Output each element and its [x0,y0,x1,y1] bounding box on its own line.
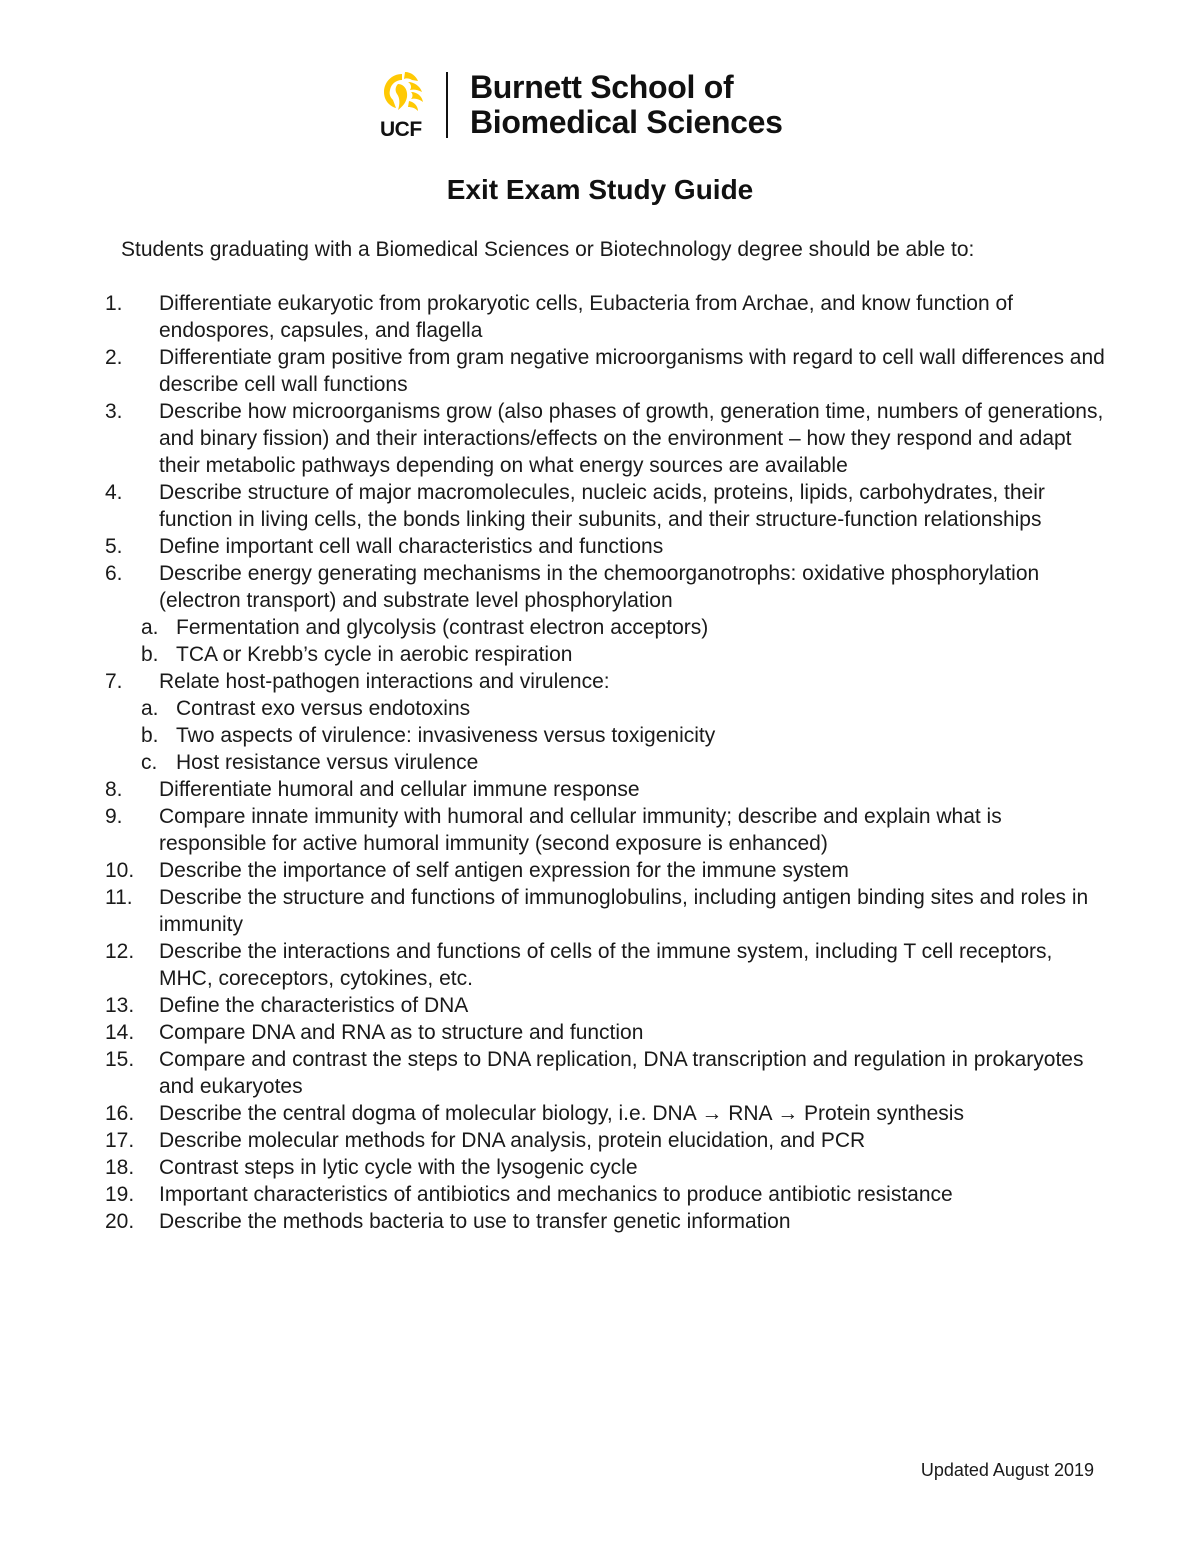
list-item-number: 11. [105,886,133,909]
list-item-text: Describe the central dogma of molecular biology, i.e. DNA → RNA → Protein synthesis [159,1102,964,1125]
list-item-number: 8. [105,778,123,801]
logo-divider [446,72,448,138]
sub-list-item-text: Contrast exo versus endotoxins [176,697,471,720]
list-item-text: Describe molecular methods for DNA analysis, protein elucidation, and PCR [159,1129,866,1152]
list-item-text: Describe the interactions and functions of cells of the immune system, including T cell receptors, MHC, coreceptors, cytokines, etc. [159,940,1053,990]
list-item-text: Define the characteristics of DNA [159,994,469,1017]
list-item-number: 18. [105,1156,135,1179]
pegasus-icon [378,70,428,118]
sub-list-item [105,614,1105,641]
list-item [105,776,1105,803]
updated-date: Updated August 2019 [920,1460,1094,1480]
sub-list-item [105,641,1105,668]
school-name-line2: Biomedical Sciences [470,104,783,140]
list-item-text: Differentiate gram positive from gram negative microorganisms with regard to cell wall differences and describe cell wall functions [159,346,1105,396]
list-item-text: Describe energy generating mechanisms in the chemoorganotrophs: oxidative phosphorylation (electron transport) and substrate level phosphorylation [159,562,1040,612]
list-item [105,803,1105,857]
sub-list-item-letter: b. [141,724,159,747]
list-item-number: 7. [105,670,123,693]
list-item [105,992,1105,1019]
list-item [105,1019,1105,1046]
intro-text: Students graduating with a Biomedical Sciences or Biotechnology degree should be able to: [121,238,975,261]
list-item [105,857,1105,884]
list-item-text: Compare and contrast the steps to DNA replication, DNA transcription and regulation in prokaryotes and eukaryotes [159,1048,1084,1098]
list-item-number: 9. [105,805,123,828]
list-item-number: 14. [105,1021,135,1044]
list-item-text: Describe how microorganisms grow (also phases of growth, generation time, numbers of generations, and binary fission) and their interactions/effects on the environment – how they respond and adapt their metabolic pathways depending on what energy sources are available [159,400,1104,477]
list-item-text: Contrast steps in lytic cycle with the lysogenic cycle [159,1156,638,1179]
sub-list-item-letter: c. [141,751,158,774]
objectives-list [105,290,1105,1235]
school-name-line1: Burnett School of [470,69,734,105]
list-item [105,884,1105,938]
list-item [105,1154,1105,1181]
list-item-text: Differentiate humoral and cellular immune response [159,778,640,801]
list-item-text: Define important cell wall characteristics and functions [159,535,664,558]
list-item [105,398,1105,479]
list-item [105,560,1105,614]
list-item [105,533,1105,560]
list-item [105,1127,1105,1154]
list-item-number: 6. [105,562,123,585]
list-item [105,479,1105,533]
list-item-number: 17. [105,1129,135,1152]
sub-list-item [105,722,1105,749]
list-item-text: Compare innate immunity with humoral and cellular immunity; describe and explain what is responsible for active humoral immunity (second exposure is enhanced) [159,805,1002,855]
sub-list-item-letter: a. [141,616,159,639]
list-item-text: Describe structure of major macromolecules, nucleic acids, proteins, lipids, carbohydrates, their function in living cells, the bonds linking their subunits, and their structure-function relationships [159,481,1045,531]
list-item-number: 4. [105,481,123,504]
page-title: Exit Exam Study Guide [446,174,754,205]
list-item [105,1046,1105,1100]
ucf-wordmark: UCF [380,118,422,141]
list-item-number: 2. [105,346,123,369]
list-item-number: 15. [105,1048,135,1071]
sub-list-item-letter: b. [141,643,159,666]
sub-list-item-letter: a. [141,697,159,720]
ucf-pegasus-logo [378,70,428,140]
list-item-number: 10. [105,859,135,882]
list-item [105,1100,1105,1127]
list-item-text: Compare DNA and RNA as to structure and function [159,1021,644,1044]
list-item-text: Relate host-pathogen interactions and virulence: [159,670,610,693]
list-item-text: Describe the importance of self antigen expression for the immune system [159,859,849,882]
list-item [105,1181,1105,1208]
list-item-text: Differentiate eukaryotic from prokaryotic cells, Eubacteria from Archae, and know function of endospores, capsules, and flagella [159,292,1014,342]
sub-list-item [105,695,1105,722]
list-item-number: 20. [105,1210,135,1233]
sub-list-item-text: Host resistance versus virulence [176,751,479,774]
school-logo [378,68,783,142]
sub-list-item-text: Fermentation and glycolysis (contrast electron acceptors) [176,616,709,639]
list-item [105,938,1105,992]
sub-list-item-text: TCA or Krebb’s cycle in aerobic respiration [176,643,573,666]
school-name [470,70,783,140]
list-item-number: 5. [105,535,123,558]
list-item [105,344,1105,398]
list-item-text: Important characteristics of antibiotics and mechanics to produce antibiotic resistance [159,1183,953,1206]
sub-list-item-text: Two aspects of virulence: invasiveness versus toxigenicity [176,724,716,747]
list-item [105,1208,1105,1235]
list-item-number: 19. [105,1183,135,1206]
list-item-number: 12. [105,940,135,963]
list-item-number: 1. [105,292,123,315]
sub-list-item [105,749,1105,776]
list-item [105,668,1105,695]
list-item-text: Describe the methods bacteria to use to transfer genetic information [159,1210,791,1233]
list-item [105,290,1105,344]
list-item-number: 3. [105,400,123,423]
list-item-number: 16. [105,1102,135,1125]
list-item-text: Describe the structure and functions of immunoglobulins, including antigen binding sites and roles in immunity [159,886,1089,936]
list-item-number: 13. [105,994,135,1017]
